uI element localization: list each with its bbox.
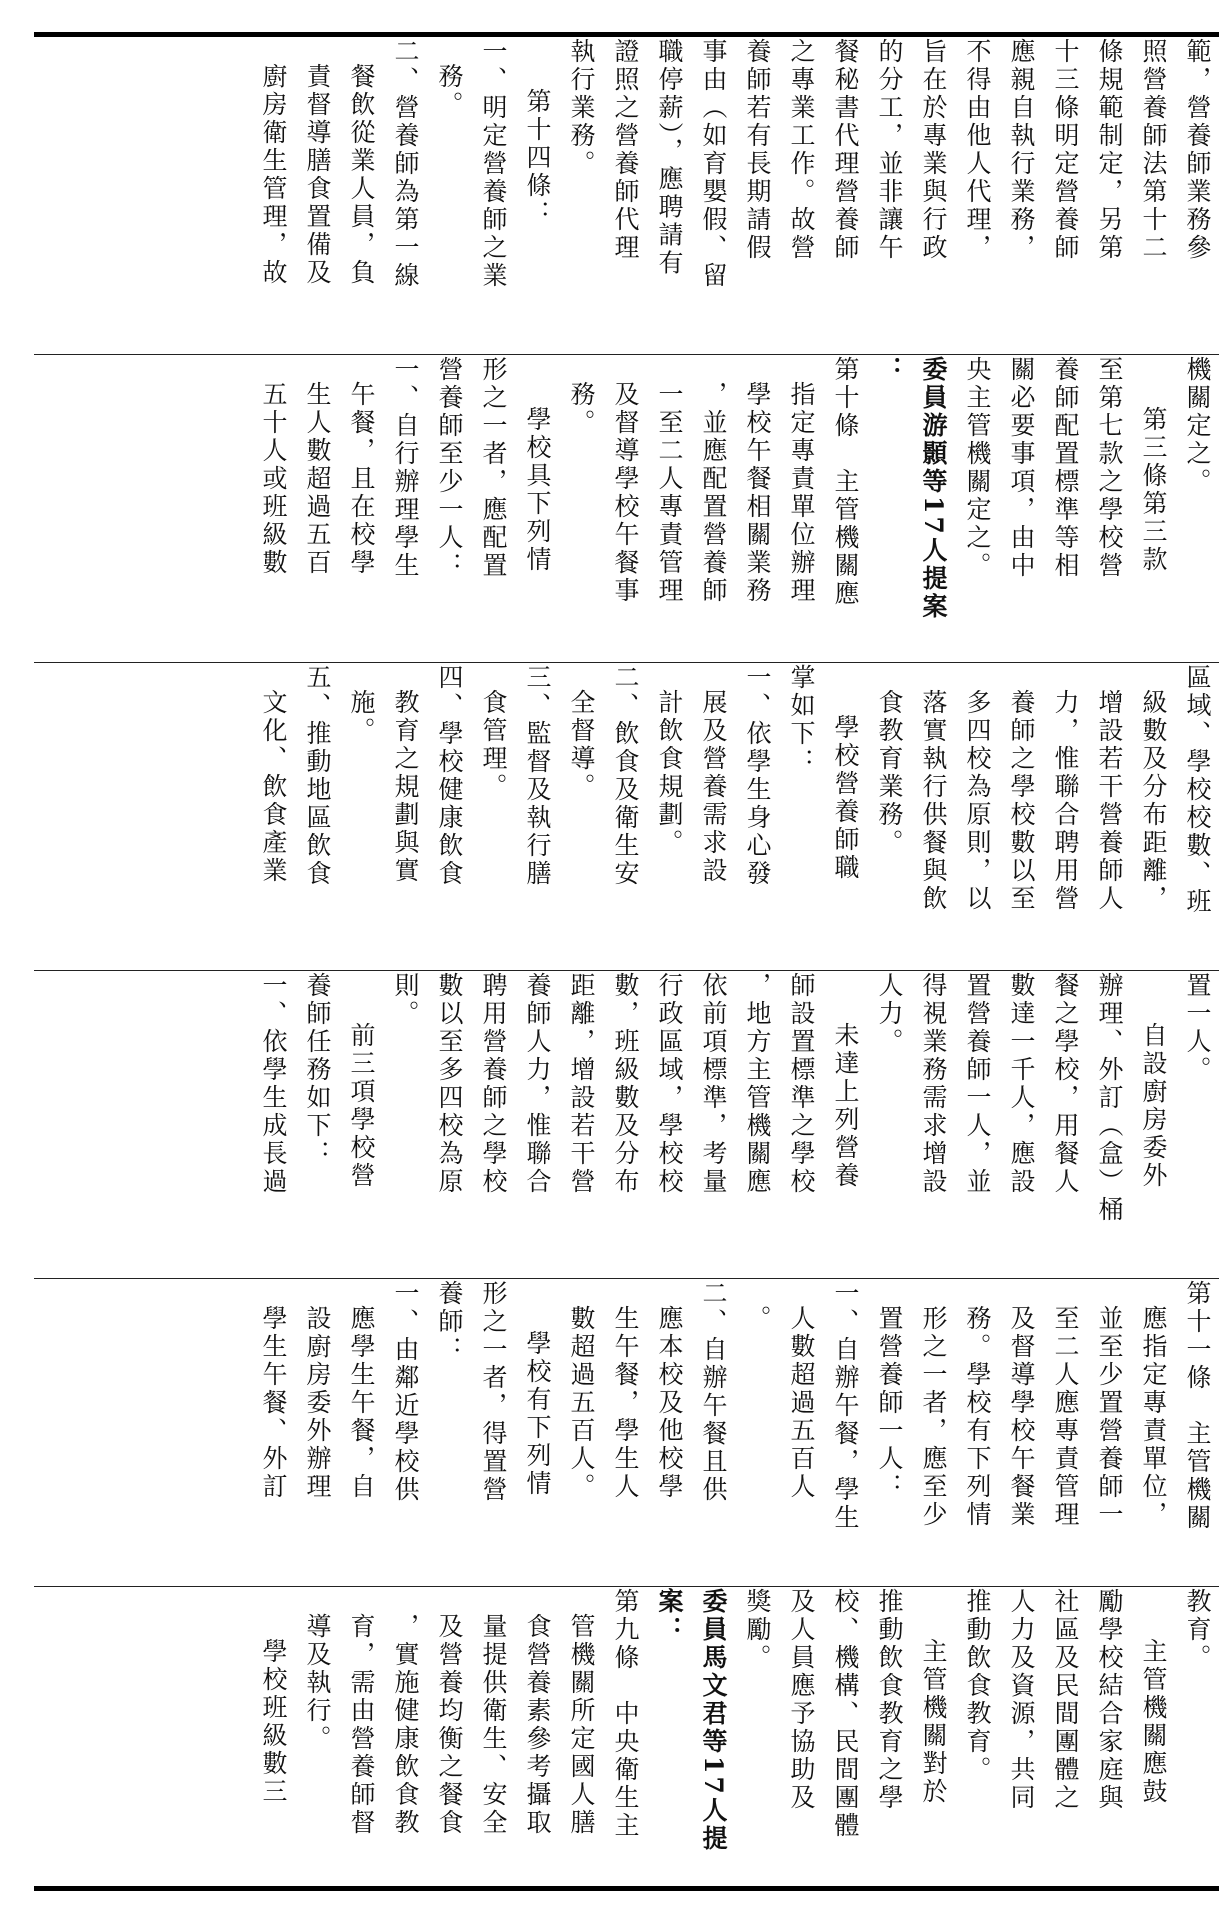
text-line: 掌如下： — [787, 664, 816, 776]
tier-columns — [251, 356, 1219, 662]
proposal-heading: 案： — [655, 1588, 684, 1644]
text-line: 務。 — [567, 381, 596, 437]
text-line: 五十人或班級數 — [259, 381, 288, 577]
text-line: 自設廚房委外 — [1139, 1022, 1168, 1190]
text-line: 餐之學校，用餐人 — [1051, 972, 1080, 1196]
text-line: 至第七款之學校營 — [1095, 356, 1124, 580]
text-line: 務。 — [435, 63, 464, 119]
text-line: 五、推動地區飲食 — [303, 664, 332, 888]
text-line: 應指定專責單位， — [1139, 1305, 1168, 1529]
text-line: 導及執行。 — [303, 1613, 332, 1753]
text-line: 央主管機關定之。 — [963, 356, 992, 580]
text-line: 養師配置標準等相 — [1051, 356, 1080, 580]
tier-columns — [251, 38, 1219, 354]
text-line: 一、自辦午餐，學生 — [831, 1280, 860, 1532]
text-line: 形之一者，應配置 — [479, 356, 508, 580]
text-line: 辦理、外訂（盒）桶 — [1095, 972, 1124, 1224]
text-line: 置營養師一人，並 — [963, 972, 992, 1196]
text-line: 一至二人專責管理 — [655, 381, 684, 605]
text-line: 得視業務需求增設 — [919, 972, 948, 1196]
tier-divider — [34, 1586, 1219, 1587]
text-line: 校、機構、民間團體 — [831, 1588, 860, 1840]
text-line: 食管理。 — [479, 689, 508, 801]
text-line: 營養師至少一人： — [435, 356, 464, 580]
text-line: 第十條 主管機關應 — [831, 356, 860, 608]
text-line: ，實施健康飲食教 — [391, 1613, 420, 1837]
text-line: 學校班級數三 — [259, 1638, 288, 1806]
text-line: 職停薪），應聘請有 — [655, 38, 684, 278]
text-line: 責督導膳食置備及 — [303, 63, 332, 287]
proposal-heading: 委員馬文君等17人提 — [699, 1588, 728, 1853]
text-tier-5 — [34, 1280, 1219, 1586]
bottom-rule — [34, 1886, 1219, 1891]
text-line: 廚房衛生管理，故 — [259, 63, 288, 287]
text-line: 生人數超過五百 — [303, 381, 332, 577]
text-line: 及人員應予協助及 — [787, 1588, 816, 1812]
text-line: 則。 — [391, 972, 420, 1028]
text-line: 一、自行辦理學生 — [391, 356, 420, 580]
text-line: 聘用營養師之學校 — [479, 972, 508, 1196]
text-line: 勵學校結合家庭與 — [1095, 1588, 1124, 1812]
text-line: 置一人。 — [1183, 972, 1212, 1084]
text-line: 育，需由營養師督 — [347, 1613, 376, 1837]
text-line: ，地方主管機關應 — [743, 972, 772, 1196]
text-line: 二、飲食及衛生安 — [611, 664, 640, 888]
text-line: 應學生午餐，自 — [347, 1305, 376, 1501]
text-line: 指定專責單位辦理 — [787, 381, 816, 605]
text-line: 落實執行供餐與飲 — [919, 689, 948, 913]
text-line: 食教育業務。 — [875, 689, 904, 857]
text-line: 養師任務如下： — [303, 972, 332, 1168]
text-line: 區域、學校校數、班 — [1183, 664, 1212, 916]
text-line: 養師若有長期請假 — [743, 38, 772, 262]
text-line: 午餐，且在校學 — [347, 381, 376, 577]
text-line: 距離，增設若干營 — [567, 972, 596, 1196]
text-line: 應本校及他校學 — [655, 1305, 684, 1501]
text-line: 並至少置營養師一 — [1095, 1305, 1124, 1529]
text-line: 第九條 中央衛生主 — [611, 1588, 640, 1840]
text-line: 師設置標準之學校 — [787, 972, 816, 1196]
text-line: 推動飲食教育。 — [963, 1588, 992, 1784]
text-line: 人數超過五百人 — [787, 1305, 816, 1501]
text-line: 數達一千人，應設 — [1007, 972, 1036, 1196]
text-line: 一、由鄰近學校供 — [391, 1280, 420, 1504]
text-line: 全督導。 — [567, 689, 596, 801]
top-rule — [34, 32, 1219, 37]
text-line: 設廚房委外辦理 — [303, 1305, 332, 1501]
tier-divider — [34, 970, 1219, 971]
text-line: 計飲食規劃。 — [655, 689, 684, 857]
text-line: 教育之規劃與實 — [391, 689, 420, 885]
text-line: 養師人力，惟聯合 — [523, 972, 552, 1196]
text-line: 人力及資源，共同 — [1007, 1588, 1036, 1812]
text-line: 級數及分布距離， — [1139, 689, 1168, 913]
text-line: ，並應配置營養師 — [699, 381, 728, 605]
text-line: 未達上列營養 — [831, 1022, 860, 1190]
text-line: 三、監督及執行膳 — [523, 664, 552, 888]
text-line: 不得由他人代理， — [963, 38, 992, 262]
text-line: 之專業工作。故營 — [787, 38, 816, 262]
text-line: 養師： — [435, 1280, 464, 1364]
text-line: 第十一條 主管機關 — [1183, 1280, 1212, 1532]
text-line: 照營養師法第十二 — [1139, 38, 1168, 262]
tier-divider — [34, 1278, 1219, 1279]
text-line: 應親自執行業務， — [1007, 38, 1036, 262]
text-tier-3 — [34, 664, 1219, 970]
text-line: 及督導學校午餐事 — [611, 381, 640, 605]
text-tier-4 — [34, 972, 1219, 1278]
text-line: 四、學校健康飲食 — [435, 664, 464, 888]
text-line: 餐秘書代理營養師 — [831, 38, 860, 262]
text-line: 增設若干營養師人 — [1095, 689, 1124, 913]
text-line: 力，惟聯合聘用營 — [1051, 689, 1080, 913]
text-line: 行政區域，學校校 — [655, 972, 684, 1196]
text-line: 文化、飲食產業 — [259, 689, 288, 885]
text-line: 形之一者，應至少 — [919, 1305, 948, 1529]
text-tier-1 — [34, 38, 1219, 354]
text-line: 施。 — [347, 689, 376, 745]
text-line: 條規範制定，另第 — [1095, 38, 1124, 262]
text-line: 學校午餐相關業務 — [743, 381, 772, 605]
text-line: 。 — [743, 1305, 772, 1333]
text-line: 置營養師一人： — [875, 1305, 904, 1501]
text-line: 人力。 — [875, 972, 904, 1056]
proposal-heading: 委員游顥等17人提案 — [919, 356, 948, 621]
text-line: 展及營養需求設 — [699, 689, 728, 885]
text-line: 形之一者，得置營 — [479, 1280, 508, 1504]
text-line: 依前項標準，考量 — [699, 972, 728, 1196]
text-line: 主管機關對於 — [919, 1638, 948, 1806]
text-line: 前三項學校營 — [347, 1022, 376, 1190]
text-line: 數以至多四校為原 — [435, 972, 464, 1196]
text-line: 管機關所定國人膳 — [567, 1613, 596, 1837]
tier-columns — [251, 972, 1219, 1278]
text-line: 二、營養師為第一線 — [391, 38, 420, 290]
text-line: 主管機關應鼓 — [1139, 1638, 1168, 1806]
text-line: 證照之營養師代理 — [611, 38, 640, 262]
text-line: 務。學校有下列情 — [963, 1305, 992, 1529]
text-line: 推動飲食教育之學 — [875, 1588, 904, 1812]
text-line: 一、依學生成長過 — [259, 972, 288, 1196]
text-line: 數超過五百人。 — [567, 1305, 596, 1501]
text-line: 至二人應專責管理 — [1051, 1305, 1080, 1529]
text-line: 教育。 — [1183, 1588, 1212, 1672]
text-line: 學校營養師職 — [831, 714, 860, 882]
text-line: 一、明定營養師之業 — [479, 38, 508, 290]
text-tier-2 — [34, 356, 1219, 662]
tier-columns — [251, 1280, 1219, 1586]
text-line: 餐飲從業人員，負 — [347, 63, 376, 287]
text-line: 機關定之。 — [1183, 356, 1212, 496]
text-line: 的分工，並非讓午 — [875, 38, 904, 262]
text-tier-6 — [34, 1588, 1219, 1884]
text-line: 十三條明定營養師 — [1051, 38, 1080, 262]
tier-divider — [34, 662, 1219, 663]
text-line: 量提供衛生、安全 — [479, 1613, 508, 1837]
text-line: 數，班級數及分布 — [611, 972, 640, 1196]
text-line: 學生午餐、外訂 — [259, 1305, 288, 1501]
text-line: 社區及民間團體之 — [1051, 1588, 1080, 1812]
text-line: 獎勵。 — [743, 1588, 772, 1672]
text-line: 二、自辦午餐且供 — [699, 1280, 728, 1504]
text-line: 養師之學校數以至 — [1007, 689, 1036, 913]
text-line: 範，營養師業務參 — [1183, 38, 1212, 262]
text-line: 及營養均衡之餐食 — [435, 1613, 464, 1837]
text-line: 一、依學生身心發 — [743, 664, 772, 888]
text-line: 旨在於專業與行政 — [919, 38, 948, 262]
tier-divider — [34, 354, 1219, 355]
tier-columns — [251, 1588, 1219, 1884]
text-line: 及督導學校午餐業 — [1007, 1305, 1036, 1529]
proposal-heading: ： — [875, 356, 904, 384]
text-line: 學校有下列情 — [523, 1330, 552, 1498]
text-line: 第十四條： — [523, 88, 552, 228]
text-line: 多四校為原則，以 — [963, 689, 992, 913]
text-line: 關必要事項，由中 — [1007, 356, 1036, 580]
text-line: 食營養素參考攝取 — [523, 1613, 552, 1837]
text-line: 學校具下列情 — [523, 406, 552, 574]
text-line: 執行業務。 — [567, 38, 596, 178]
text-line: 事由（如育嬰假、留 — [699, 38, 728, 290]
text-line: 生午餐，學生人 — [611, 1305, 640, 1501]
text-line: 第三條第三款 — [1139, 406, 1168, 574]
tier-columns — [251, 664, 1219, 970]
